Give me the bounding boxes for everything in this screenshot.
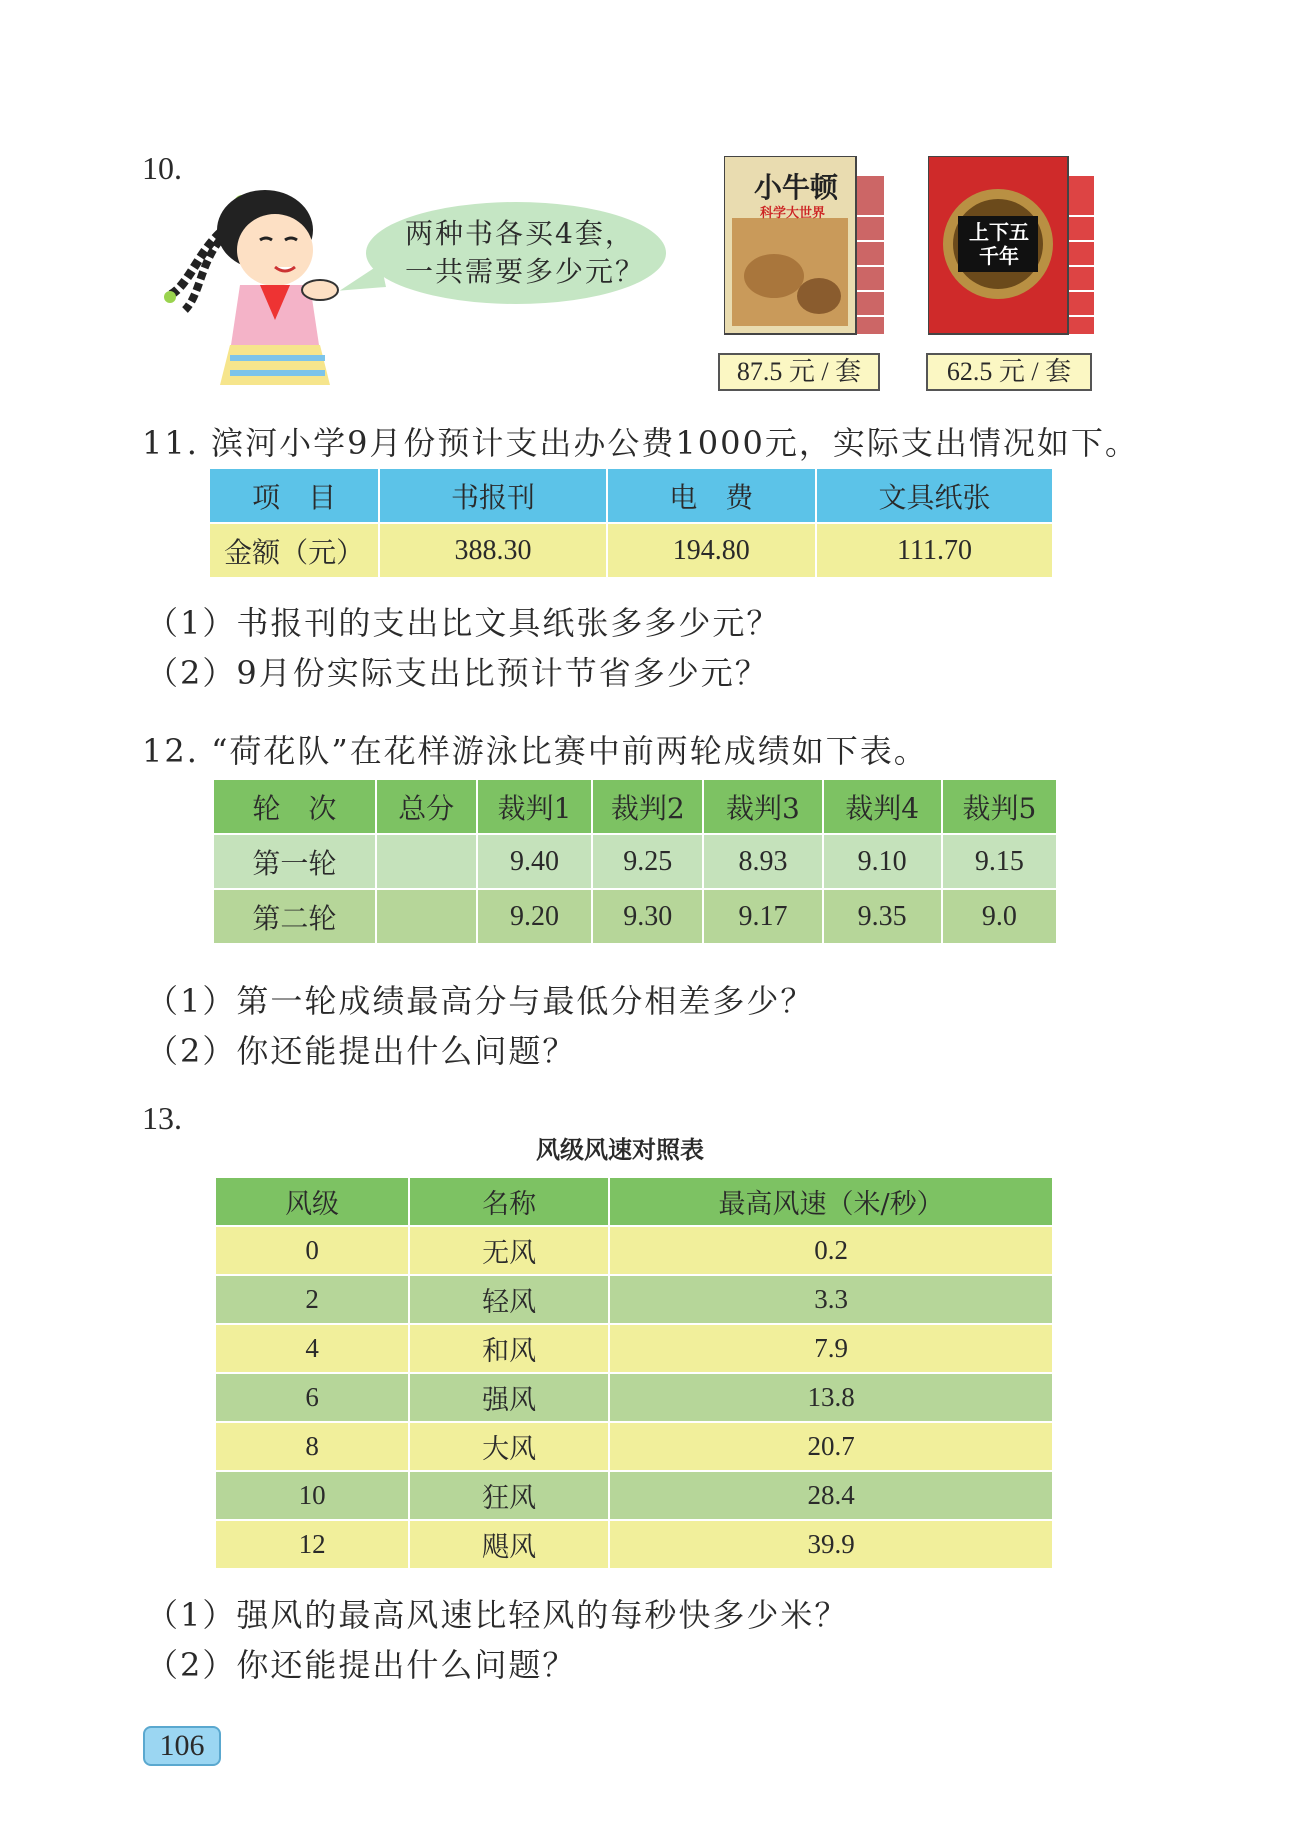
expense-table bbox=[208, 467, 1054, 579]
wind-row bbox=[215, 1226, 1053, 1275]
score-cell: 9.10 bbox=[823, 834, 942, 889]
score-header-round: 轮 次 bbox=[213, 779, 376, 834]
wind-cell: 2 bbox=[215, 1275, 409, 1324]
score-row-2 bbox=[213, 889, 1057, 944]
score-cell: 9.25 bbox=[592, 834, 703, 889]
wind-row bbox=[215, 1422, 1053, 1471]
question-12-sub2: （2）你还能提出什么问题？ bbox=[146, 1032, 577, 1070]
expense-books-value: 388.30 bbox=[379, 523, 606, 578]
wind-cell: 12 bbox=[215, 1520, 409, 1569]
wind-cell: 13.8 bbox=[609, 1373, 1053, 1422]
wind-cell: 10 bbox=[215, 1471, 409, 1520]
score-header-judge1: 裁判1 bbox=[477, 779, 592, 834]
score-header-judge2: 裁判2 bbox=[592, 779, 703, 834]
score-cell: 9.15 bbox=[942, 834, 1057, 889]
wind-table bbox=[214, 1176, 1054, 1570]
speech-line-2: 一共需要多少元？ bbox=[405, 255, 646, 288]
score-cell: 9.40 bbox=[477, 834, 592, 889]
wind-cell: 轻风 bbox=[409, 1275, 609, 1324]
score-header-total: 总分 bbox=[376, 779, 477, 834]
wind-cell: 7.9 bbox=[609, 1324, 1053, 1373]
score-cell: 9.35 bbox=[823, 889, 942, 944]
expense-row-label: 金额（元） bbox=[209, 523, 379, 578]
book-xiaoniudun-cover bbox=[724, 156, 856, 334]
wind-cell: 6 bbox=[215, 1373, 409, 1422]
question-11-sub1: （1）书报刊的支出比文具纸张多多少元？ bbox=[146, 604, 781, 642]
wind-cell: 39.9 bbox=[609, 1520, 1053, 1569]
wind-row bbox=[215, 1275, 1053, 1324]
book-shangxia-cover bbox=[928, 156, 1068, 334]
score-header-judge5: 裁判5 bbox=[942, 779, 1057, 834]
question-11-text: 11. 滨河小学9月份预计支出办公费1000元，实际支出情况如下。 bbox=[142, 424, 1139, 462]
wind-cell: 无风 bbox=[409, 1226, 609, 1275]
wind-header-name: 名称 bbox=[409, 1177, 609, 1226]
wind-cell: 3.3 bbox=[609, 1275, 1053, 1324]
book1-subtitle: 科学大世界 bbox=[760, 206, 826, 221]
wind-cell: 20.7 bbox=[609, 1422, 1053, 1471]
wind-cell: 0 bbox=[215, 1226, 409, 1275]
wind-row bbox=[215, 1324, 1053, 1373]
score-cell: 9.20 bbox=[477, 889, 592, 944]
wind-row bbox=[215, 1373, 1053, 1422]
wind-header-speed: 最高风速（米/秒） bbox=[609, 1177, 1053, 1226]
expense-stationery-value: 111.70 bbox=[816, 523, 1053, 578]
question-11-sub2: （2）9月份实际支出比预计节省多少元？ bbox=[146, 654, 769, 692]
wind-header-level: 风级 bbox=[215, 1177, 409, 1226]
score-cell bbox=[376, 889, 477, 944]
score-cell: 9.0 bbox=[942, 889, 1057, 944]
speech-line-1: 两种书各买4套， bbox=[405, 217, 635, 250]
page-number: 106 bbox=[143, 1726, 221, 1766]
speech-text bbox=[405, 215, 645, 291]
expense-header-stationery: 文具纸张 bbox=[816, 468, 1053, 523]
girl-illustration bbox=[160, 185, 350, 385]
question-12-sub1: （1）第一轮成绩最高分与最低分相差多少？ bbox=[146, 982, 815, 1020]
wind-row bbox=[215, 1471, 1053, 1520]
score-cell: 第二轮 bbox=[213, 889, 376, 944]
question-13-number: 13. bbox=[142, 1100, 182, 1136]
wind-table-title: 风级风速对照表 bbox=[536, 1136, 704, 1164]
wind-cell: 8 bbox=[215, 1422, 409, 1471]
question-12-text: 12. “荷花队”在花样游泳比赛中前两轮成绩如下表。 bbox=[142, 732, 928, 770]
score-row-1 bbox=[213, 834, 1057, 889]
book2-title: 上下五千年 bbox=[969, 220, 1029, 268]
score-table bbox=[212, 778, 1058, 945]
question-10-number: 10. bbox=[142, 150, 182, 186]
score-cell: 第一轮 bbox=[213, 834, 376, 889]
score-cell: 9.30 bbox=[592, 889, 703, 944]
expense-electricity-value: 194.80 bbox=[607, 523, 817, 578]
wind-cell: 强风 bbox=[409, 1373, 609, 1422]
score-cell bbox=[376, 834, 477, 889]
wind-cell: 狂风 bbox=[409, 1471, 609, 1520]
score-header-judge4: 裁判4 bbox=[823, 779, 942, 834]
wind-cell: 4 bbox=[215, 1324, 409, 1373]
question-13-sub1: （1）强风的最高风速比轻风的每秒快多少米？ bbox=[146, 1596, 849, 1634]
expense-header-books: 书报刊 bbox=[379, 468, 606, 523]
score-header-judge3: 裁判3 bbox=[703, 779, 822, 834]
wind-cell: 0.2 bbox=[609, 1226, 1053, 1275]
score-cell: 9.17 bbox=[703, 889, 822, 944]
expense-header-electricity: 电 费 bbox=[607, 468, 817, 523]
wind-cell: 和风 bbox=[409, 1324, 609, 1373]
question-13-sub2: （2）你还能提出什么问题？ bbox=[146, 1646, 577, 1684]
expense-header-item: 项 目 bbox=[209, 468, 379, 523]
book1-price: 87.5 元 / 套 bbox=[718, 353, 880, 391]
wind-cell: 28.4 bbox=[609, 1471, 1053, 1520]
book1-title: 小牛顿 bbox=[754, 171, 839, 204]
wind-cell: 大风 bbox=[409, 1422, 609, 1471]
wind-cell: 飓风 bbox=[409, 1520, 609, 1569]
book2-price: 62.5 元 / 套 bbox=[926, 353, 1092, 391]
wind-row bbox=[215, 1520, 1053, 1569]
score-cell: 8.93 bbox=[703, 834, 822, 889]
